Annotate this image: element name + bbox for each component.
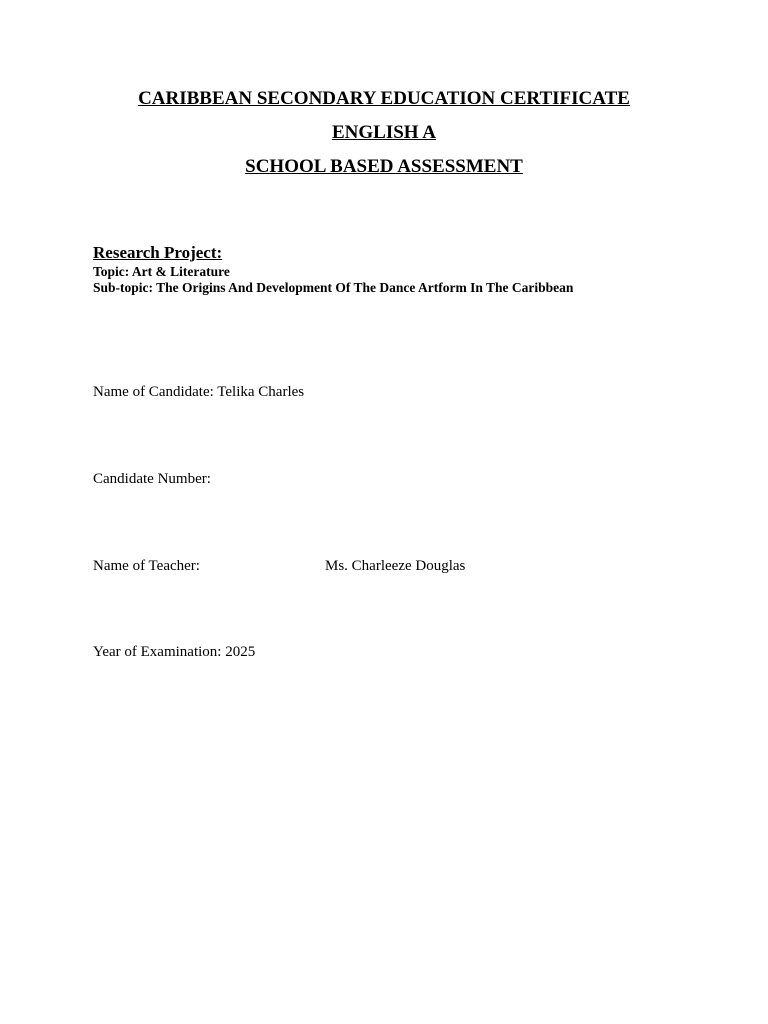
teacher-name: Ms. Charleeze Douglas [325,558,466,574]
subtopic-line: Sub-topic: The Origins And Development Of The Dance Artform In The Caribbean [93,280,574,295]
research-project-label: Research Project: [93,243,223,262]
candidate-number-field: Candidate Number: [93,471,211,487]
subject-title: ENGLISH A [331,122,436,143]
candidate-name-field: Name of Candidate: Telika Charles [93,384,305,400]
examination-year-field: Year of Examination: 2025 [93,644,256,660]
certificate-title: CARIBBEAN SECONDARY EDUCATION CERTIFICATE [138,88,630,109]
teacher-label: Name of Teacher: [93,558,200,574]
assessment-title: SCHOOL BASED ASSESSMENT [245,156,523,177]
topic-line: Topic: Art & Literature [93,264,230,279]
